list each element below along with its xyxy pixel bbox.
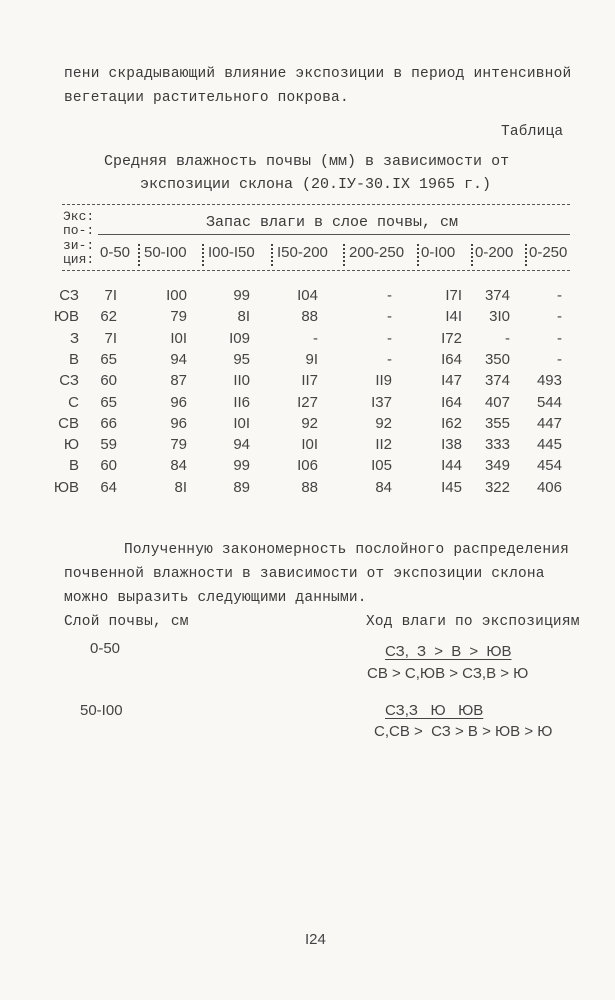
row-header-line-1: Экс: xyxy=(63,209,95,224)
layers-header: Слой почвы, см xyxy=(64,614,189,630)
row-exposition: ЮВ xyxy=(53,478,79,496)
row-exposition: В xyxy=(68,457,79,475)
col-separator xyxy=(417,244,419,266)
row-exposition: С xyxy=(68,393,79,411)
table-cell: 8I xyxy=(174,478,187,496)
row-exposition: Ю xyxy=(63,436,79,454)
table-cell: 96 xyxy=(170,393,187,411)
table-cell: 66 xyxy=(100,414,117,432)
table-cell: 407 xyxy=(484,393,510,411)
table-cell: 454 xyxy=(536,457,562,475)
table-cell: - xyxy=(313,329,318,347)
table-cell: I62 xyxy=(441,414,462,432)
table-cell: - xyxy=(387,329,392,347)
table-cell: 92 xyxy=(301,414,318,432)
table-cell: II6 xyxy=(233,393,250,411)
table-cell: I0I xyxy=(301,436,318,454)
layer-50-100-top: СЗ,З Ю ЮВ xyxy=(385,702,484,719)
table-cell: 322 xyxy=(484,478,510,496)
layer-0-50-bottom: СВ > С,ЮВ > СЗ,В > Ю xyxy=(367,665,529,682)
table-cell: I45 xyxy=(441,478,462,496)
group-header-rule xyxy=(98,234,570,235)
table-cell: II0 xyxy=(233,372,250,390)
conclusion-line-2: почвенной влажности в зависимости от экспозиции склона xyxy=(64,566,545,582)
table-cell: - xyxy=(505,329,510,347)
col-header-0-50: 0-50 xyxy=(100,244,131,261)
table-cell: II7 xyxy=(301,372,318,390)
table-cell: 88 xyxy=(301,308,318,326)
table-cell: 7I xyxy=(104,329,117,347)
table-cell: II9 xyxy=(375,372,392,390)
table-cell: 89 xyxy=(233,478,250,496)
table-title-line-2: экспозиции склона (20.IУ-30.IX 1965 г.) xyxy=(140,176,492,193)
col-header-100-150: I00-I50 xyxy=(208,244,255,261)
table-cell: 9I xyxy=(305,350,318,368)
col-separator xyxy=(271,244,273,266)
table-cell: 3I0 xyxy=(489,308,510,326)
table-cell: I47 xyxy=(441,372,462,390)
layer-label-50-100: 50-I00 xyxy=(80,702,123,719)
table-cell: 87 xyxy=(170,372,187,390)
col-header-150-200: I50-200 xyxy=(277,244,328,261)
row-header-line-2: по-: xyxy=(63,223,95,238)
table-cell: I7I xyxy=(445,287,462,304)
table-cell: 7I xyxy=(104,287,117,304)
conclusion-line-3: можно выразить следующими данными. xyxy=(64,590,367,606)
table-cell: 349 xyxy=(484,457,510,475)
table-cell: - xyxy=(557,329,562,347)
table-cell: 84 xyxy=(170,457,187,475)
table-cell: 374 xyxy=(484,287,510,304)
moisture-header: Ход влаги по экспозициям xyxy=(366,614,580,630)
table-cell: 406 xyxy=(536,478,562,496)
table-cell: I4I xyxy=(445,308,462,326)
table-cell: 65 xyxy=(100,393,117,411)
table-cell: 96 xyxy=(170,414,187,432)
table-cell: 59 xyxy=(100,436,117,454)
row-header-line-3: зи-: xyxy=(63,238,95,253)
table-cell: 544 xyxy=(536,393,562,411)
col-separator xyxy=(471,244,473,266)
row-exposition: В xyxy=(68,350,79,368)
table-cell: - xyxy=(387,287,392,304)
table-cell: 64 xyxy=(100,478,117,496)
table-cell: I00 xyxy=(166,287,187,304)
table-cell: 355 xyxy=(484,414,510,432)
table-cell: - xyxy=(557,287,562,304)
table-cell: 62 xyxy=(100,308,117,326)
table-cell: II2 xyxy=(375,436,392,454)
table-title-line-1: Средняя влажность почвы (мм) в зависимости от xyxy=(104,153,510,170)
row-exposition: СЗ xyxy=(59,372,79,390)
table-cell: 99 xyxy=(233,457,250,475)
table-label: Таблица xyxy=(501,124,564,140)
table-cell: 333 xyxy=(484,436,510,454)
col-separator xyxy=(525,244,527,266)
col-header-0-250: 0-250 xyxy=(529,244,568,261)
row-exposition: СВ xyxy=(58,414,79,432)
col-separator xyxy=(202,244,204,266)
table-cell: I0I xyxy=(233,414,250,432)
table-cell: - xyxy=(557,308,562,326)
col-header-0-100: 0-I00 xyxy=(421,244,456,261)
col-header-50-100: 50-I00 xyxy=(144,244,187,261)
layer-label-0-50: 0-50 xyxy=(90,640,121,657)
col-separator xyxy=(138,244,140,266)
table-cell: 65 xyxy=(100,350,117,368)
table-cell: I64 xyxy=(441,393,462,411)
table-cell: I05 xyxy=(371,457,392,475)
row-exposition: СЗ xyxy=(59,287,79,304)
table-cell: I27 xyxy=(297,393,318,411)
layer-50-100-bottom: С,СВ > СЗ > В > ЮВ > Ю xyxy=(374,723,553,740)
table-cell: 95 xyxy=(233,350,250,368)
table-cell: I06 xyxy=(297,457,318,475)
table-cell: 84 xyxy=(375,478,392,496)
conclusion-line-1: Полученную закономерность послойного распределения xyxy=(124,542,570,558)
page-number: I24 xyxy=(305,931,326,948)
table-cell: 8I xyxy=(237,308,250,326)
col-header-0-200: 0-200 xyxy=(475,244,514,261)
table-cell: 79 xyxy=(170,308,187,326)
table-cell: 493 xyxy=(536,372,562,390)
table-cell: I72 xyxy=(441,329,462,347)
table-cell: - xyxy=(387,308,392,326)
table-cell: I37 xyxy=(371,393,392,411)
table-cell: I0I xyxy=(170,329,187,347)
table-cell: 88 xyxy=(301,478,318,496)
table-cell: I64 xyxy=(441,350,462,368)
table-cell: 60 xyxy=(100,457,117,475)
col-header-200-250: 200-250 xyxy=(349,244,405,261)
table-cell: 99 xyxy=(233,287,250,304)
table-cell: 374 xyxy=(484,372,510,390)
layer-0-50-top: СЗ, З > В > ЮВ xyxy=(385,643,512,660)
table-cell: 94 xyxy=(233,436,250,454)
intro-line-2: вегетации растительного покрова. xyxy=(64,90,349,106)
table-cell: I44 xyxy=(441,457,462,475)
table-cell: - xyxy=(557,350,562,368)
table-cell: 92 xyxy=(375,414,392,432)
table-cell: 447 xyxy=(536,414,562,432)
table-cell: I38 xyxy=(441,436,462,454)
group-header: Запас влаги в слое почвы, см xyxy=(206,214,459,231)
row-exposition: ЮВ xyxy=(53,308,79,326)
row-exposition: З xyxy=(69,329,79,347)
table-cell: 445 xyxy=(536,436,562,454)
table-cell: I09 xyxy=(229,329,250,347)
col-separator xyxy=(343,244,345,266)
table-cell: 60 xyxy=(100,372,117,390)
table-cell: 350 xyxy=(484,350,510,368)
table-cell: 79 xyxy=(170,436,187,454)
intro-line-1: пени скрадывающий влияние экспозиции в период интенсивной xyxy=(64,66,572,82)
table-cell: I04 xyxy=(297,287,318,304)
row-header-line-4: ция: xyxy=(63,252,95,267)
table-header-bottom-rule xyxy=(62,270,570,271)
table-cell: - xyxy=(387,350,392,368)
table-top-rule xyxy=(62,204,570,205)
table-cell: 94 xyxy=(170,350,187,368)
